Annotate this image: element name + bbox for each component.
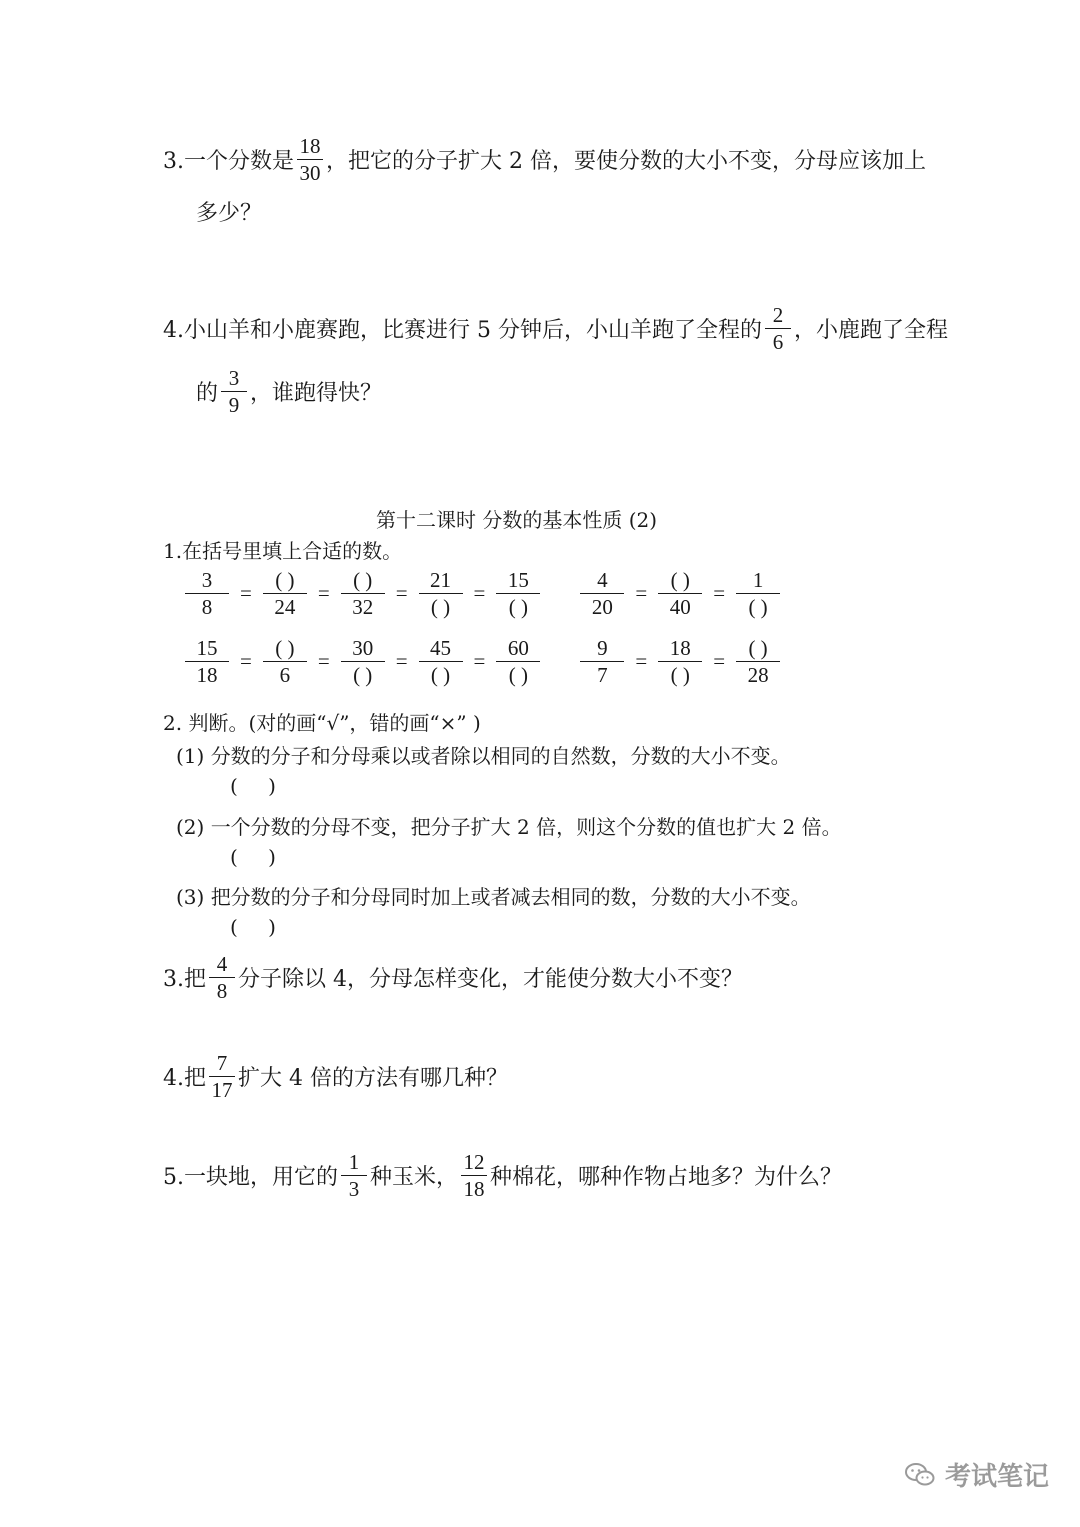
numerator: 18: [658, 636, 702, 662]
fraction-r2b-2: [736, 636, 780, 687]
fraction-r1a-2: [341, 568, 385, 619]
fraction-r2a-0: [185, 636, 229, 687]
chain-row1b: [577, 568, 783, 619]
numerator: 45: [419, 636, 463, 662]
chain-row2a: [182, 636, 543, 687]
wechat-icon: [905, 1462, 935, 1488]
numerator: 3: [185, 568, 229, 594]
denominator: 6: [279, 663, 291, 688]
lesson-q4: 4.把 $\frac{7}{17}$ 扩大 4 倍的方法有哪几种？: [163, 1051, 508, 1103]
fraction-12-18: $\frac{12}{18}$: [461, 1150, 487, 1201]
lesson-q2-stem: 2. 判断。(对的画“√”，错的画“×” ): [163, 711, 481, 735]
judge-answer-blank-3[interactable]: ( ): [230, 915, 288, 939]
chain-row2b: [577, 636, 783, 687]
judge-item-3: (3) 把分数的分子和分母同时加上或者减去相同的数，分数的大小不变。: [176, 885, 811, 909]
fraction-3-9: $\frac{3}{9}$: [221, 366, 247, 417]
judge-item-1: (1) 分数的分子和分母乘以或者除以相同的自然数，分数的大小不变。: [176, 744, 791, 768]
denominator: 18: [196, 663, 218, 688]
fraction-r2b-0: [580, 636, 624, 687]
numerator: 4: [580, 568, 624, 594]
equals-sign: =: [635, 580, 648, 605]
blank-numerator[interactable]: ( ): [263, 568, 307, 594]
fraction-r2b-1: [658, 636, 702, 687]
blank-numerator[interactable]: ( ): [341, 568, 385, 594]
fraction-r2a-1: [263, 636, 307, 687]
numerator: 1: [736, 568, 780, 594]
fraction-18-30: $\frac{18}{30}$: [297, 134, 323, 185]
equals-sign: =: [713, 580, 726, 605]
equals-sign: =: [473, 648, 486, 673]
fraction-r1a-0: [185, 568, 229, 619]
blank-numerator[interactable]: ( ): [736, 636, 780, 662]
blank-denominator[interactable]: ( ): [508, 595, 528, 620]
top-q4-line2: 的 $\frac{3}{9}$ ，谁跑得快？: [196, 366, 383, 418]
fraction-1-3: $\frac{1}{3}$: [341, 1150, 367, 1201]
top-q4-line1: 4.小山羊和小鹿赛跑，比赛进行 5 分钟后，小山羊跑了全程的 $\frac{2}{6}$ ，小鹿跑了全程: [163, 303, 948, 355]
judge-answer-blank-2[interactable]: ( ): [230, 845, 288, 869]
denominator: 32: [352, 595, 374, 620]
fraction-r1a-4: [496, 568, 540, 619]
denominator: 20: [591, 595, 613, 620]
top-q3-pre: 3.一个分数是: [163, 149, 294, 175]
fraction-chain-row2: [182, 636, 783, 687]
blank-denominator[interactable]: ( ): [430, 595, 451, 620]
fraction-chain-row1: [182, 568, 783, 619]
fraction-r1b-2: [736, 568, 780, 619]
fraction-r2a-3: [419, 636, 463, 687]
equals-sign: =: [317, 580, 330, 605]
judge-item-2: (2) 一个分数的分母不变，把分子扩大 2 倍，则这个分数的值也扩大 2 倍。: [176, 815, 842, 839]
lesson-q1-stem: 1.在括号里填上合适的数。: [163, 539, 403, 563]
numerator: 21: [419, 568, 463, 594]
equals-sign: =: [395, 648, 408, 673]
lesson-q3: 3.把 $\frac{4}{8}$ 分子除以 4，分母怎样变化，才能使分数大小不变？: [163, 952, 743, 1004]
blank-denominator[interactable]: ( ): [748, 595, 768, 620]
equals-sign: =: [473, 580, 486, 605]
lesson-q5: 5.一块地，用它的 $\frac{1}{3}$ 种玉米， $\frac{12}{18}$ 种棉花，哪种作物占地多？为什么？: [163, 1150, 843, 1202]
blank-numerator[interactable]: ( ): [263, 636, 307, 662]
blank-denominator[interactable]: ( ): [670, 663, 690, 688]
equals-sign: =: [635, 648, 648, 673]
fraction-r2a-4: [496, 636, 540, 687]
fraction-2-6: $\frac{2}{6}$: [765, 303, 791, 354]
denominator: 28: [747, 663, 769, 688]
judge-answer-blank-1[interactable]: ( ): [230, 774, 288, 798]
numerator: 9: [580, 636, 624, 662]
denominator: 8: [201, 595, 213, 620]
watermark-text: 考试笔记: [945, 1462, 1050, 1492]
denominator: 24: [274, 595, 296, 620]
fraction-7-17: $\frac{7}{17}$: [209, 1051, 235, 1102]
fraction-r1b-0: [580, 568, 624, 619]
blank-numerator[interactable]: ( ): [658, 568, 702, 594]
fraction-r2a-2: [341, 636, 385, 687]
watermark: [905, 1456, 1049, 1493]
equals-sign: =: [240, 648, 252, 673]
fraction-4-8: $\frac{4}{8}$: [209, 952, 235, 1003]
fraction-r1a-1: [263, 568, 307, 619]
numerator: 15: [496, 568, 540, 594]
numerator: 15: [185, 636, 229, 662]
blank-denominator[interactable]: ( ): [508, 663, 528, 688]
equals-sign: =: [395, 580, 408, 605]
equals-sign: =: [713, 648, 726, 673]
numerator: 30: [341, 636, 385, 662]
numerator: 60: [496, 636, 540, 662]
top-q3-line2: 多少？: [196, 201, 263, 226]
top-q3-post: ，把它的分子扩大 2 倍，要使分数的大小不变，分母应该加上: [326, 149, 926, 175]
denominator: 7: [597, 663, 608, 688]
equals-sign: =: [240, 580, 252, 605]
blank-denominator[interactable]: ( ): [353, 663, 373, 688]
fraction-r1a-3: [419, 568, 463, 619]
lesson-title: 第十二课时 分数的基本性质 (2): [376, 508, 658, 532]
chain-row1a: [182, 568, 543, 619]
blank-denominator[interactable]: ( ): [430, 663, 451, 688]
equals-sign: =: [317, 648, 330, 673]
top-q3-line1: [163, 134, 926, 185]
fraction-r1b-1: [658, 568, 702, 619]
denominator: 40: [669, 595, 691, 620]
